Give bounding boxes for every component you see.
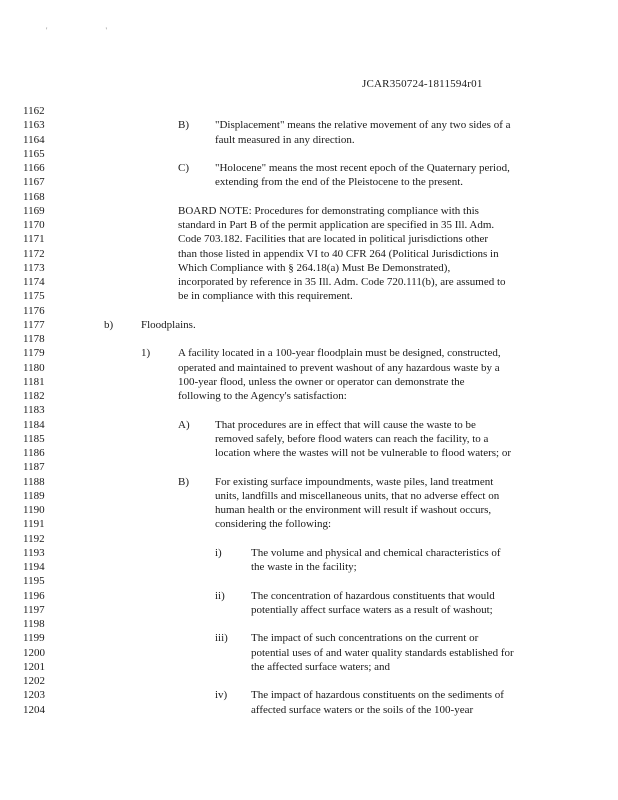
section-label: ii) xyxy=(215,589,225,602)
line-number: 1190 xyxy=(23,504,45,516)
body-line-text: the waste in the facility; xyxy=(251,561,357,573)
line-number: 1193 xyxy=(23,546,45,559)
body-line-text: BOARD NOTE: Procedures for demonstrating compliance with this xyxy=(178,204,479,217)
section-label: 1) xyxy=(141,347,151,360)
line-number: 1191 xyxy=(23,518,45,531)
line-number: 1198 xyxy=(23,618,45,630)
line-number: 1162 xyxy=(23,105,45,117)
body-line-text: fault measured in any direction. xyxy=(215,133,355,146)
line-number: 1189 xyxy=(23,489,45,502)
section-label: C) xyxy=(178,162,189,174)
body-line-text: removed safely, before flood waters can reach the facility, to a xyxy=(215,432,489,445)
line-number: 1195 xyxy=(23,575,45,588)
section-label: B) xyxy=(178,475,189,488)
body-line-text: The impact of such concentrations on the current or xyxy=(251,632,479,645)
line-number: 1179 xyxy=(23,347,45,360)
section-label: iii) xyxy=(215,632,228,645)
section-label: i) xyxy=(215,546,222,559)
body-line-text: the affected surface waters; and xyxy=(251,660,391,673)
line-number: 1181 xyxy=(23,375,45,388)
body-line-text: Which Compliance with § 264.18(a) Must Be Demonstrated), xyxy=(178,261,451,274)
line-number: 1184 xyxy=(23,418,45,431)
line-number: 1166 xyxy=(23,162,45,174)
body-line-text: be in compliance with this requirement. xyxy=(178,290,353,303)
body-line-text: The concentration of hazardous constituents that would xyxy=(251,589,495,602)
body-line-text: following to the Agency's satisfaction: xyxy=(178,390,347,402)
section-label: b) xyxy=(104,318,114,331)
line-number: 1203 xyxy=(23,689,45,702)
line-number: 1171 xyxy=(23,233,45,246)
body-line-text: extending from the end of the Pleistocene to the present. xyxy=(215,176,464,189)
body-line-text: potential uses of and water quality standards established for xyxy=(251,646,514,659)
line-number: 1185 xyxy=(23,432,45,445)
body-line-text: standard in Part B of the permit application are specified in 35 Ill. Adm. xyxy=(178,219,495,231)
line-number: 1178 xyxy=(23,333,45,345)
body-line-text: considering the following: xyxy=(215,518,332,531)
line-number: 1197 xyxy=(23,603,45,616)
line-number: 1187 xyxy=(23,461,45,474)
line-number: 1202 xyxy=(23,675,45,687)
body-line-text: location where the wastes will not be vulnerable to flood waters; or xyxy=(215,447,511,459)
line-number: 1167 xyxy=(23,176,45,189)
margin-ticks: ' ' xyxy=(46,26,135,35)
line-number: 1174 xyxy=(23,276,45,288)
body-line-text: Code 703.182. Facilities that are located in political jurisdictions other xyxy=(178,233,489,246)
body-line-text: The volume and physical and chemical characteristics of xyxy=(251,546,501,559)
line-number: 1168 xyxy=(23,190,45,203)
line-number: 1164 xyxy=(23,133,45,146)
line-number: 1177 xyxy=(23,318,45,331)
body-line-text: For existing surface impoundments, waste piles, land treatment xyxy=(215,475,494,488)
line-number: 1183 xyxy=(23,404,45,417)
document-header-id: JCAR350724-1811594r01 xyxy=(362,78,483,90)
body-line-text: 100-year flood, unless the owner or operator can demonstrate the xyxy=(178,375,465,388)
line-number: 1180 xyxy=(23,361,45,374)
line-number: 1201 xyxy=(23,660,45,673)
line-number: 1192 xyxy=(23,532,45,545)
body-line-text: human health or the environment will result if washout occurs, xyxy=(215,504,492,516)
line-number: 1186 xyxy=(23,447,45,459)
body-line-text: operated and maintained to prevent washout of any hazardous waste by a xyxy=(178,361,500,374)
section-label: A) xyxy=(178,418,190,431)
line-number: 1173 xyxy=(23,261,45,274)
body-line-text: units, landfills and miscellaneous units, that no adverse effect on xyxy=(215,489,500,502)
body-line-text: than those listed in appendix VI to 40 CFR 264 (Political Jurisdictions in xyxy=(178,247,499,260)
body-line-text: A facility located in a 100-year floodplain must be designed, constructed, xyxy=(178,347,501,360)
body-line-text: potentially affect surface waters as a result of washout; xyxy=(251,603,493,616)
body-line-text: affected surface waters or the soils of the 100-year xyxy=(251,703,474,716)
line-number: 1200 xyxy=(23,646,45,659)
section-label: B) xyxy=(178,119,189,132)
line-number: 1176 xyxy=(23,304,45,317)
body-line-text: The impact of hazardous constituents on the sediments of xyxy=(251,689,504,702)
line-number: 1199 xyxy=(23,632,45,645)
body-line-text: "Holocene" means the most recent epoch of the Quaternary period, xyxy=(215,162,510,174)
line-number: 1188 xyxy=(23,475,45,488)
line-number: 1163 xyxy=(23,119,45,132)
body-line-text: That procedures are in effect that will cause the waste to be xyxy=(215,418,476,431)
line-number: 1196 xyxy=(23,589,45,602)
line-number: 1175 xyxy=(23,290,45,303)
line-number: 1172 xyxy=(23,247,45,260)
body-line-text: Floodplains. xyxy=(141,318,196,331)
line-number: 1169 xyxy=(23,204,45,217)
line-number: 1182 xyxy=(23,390,45,402)
body-line-text: "Displacement" means the relative movement of any two sides of a xyxy=(215,119,511,132)
line-number: 1204 xyxy=(23,703,45,716)
section-label: iv) xyxy=(215,689,228,702)
line-number: 1194 xyxy=(23,561,45,573)
body-line-text: incorporated by reference in 35 Ill. Adm. Code 720.111(b), are assumed to xyxy=(178,276,506,288)
line-number: 1170 xyxy=(23,219,45,231)
line-number: 1165 xyxy=(23,147,45,160)
